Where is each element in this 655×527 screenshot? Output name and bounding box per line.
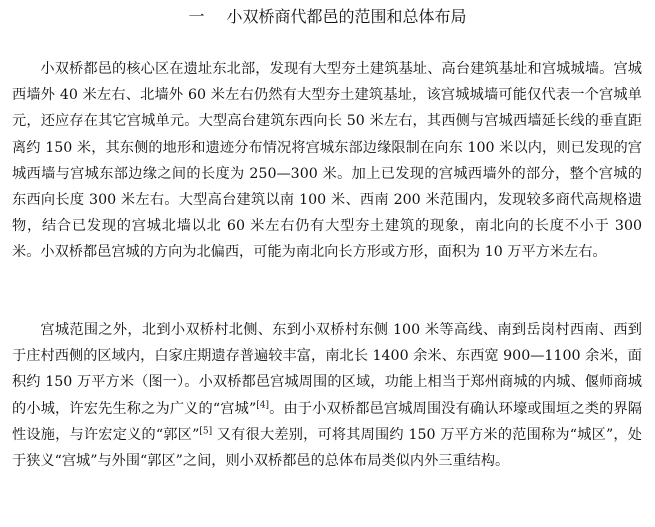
paragraph-core-area: 小双桥都邑的核心区在遗址东北部，发现有大型夯土建筑基址、高台建筑基址和宫城城墙。宫城西墙外 40 米左右、北墙外 60 米左右仍然有大型夯土建筑基址，该宫城城墙可能仅代表一个宫城单元，还应存在其它宫城单元。大型高台建筑东西向长 50 米左右，其西侧与宫城西墙延长线的垂直距离约 150 米，其东侧的地形和遗迹分布情况将宫城东部边缘限制在向东 100 米以内，则已发现的宫城西墙与宫城东部边缘之间的长度为 250—300 米。加上已发现的宫城西墙外的部分，整个宫城的东西向长度 300 米左右。大型高台建筑以南 100 米、西南 200 米范围内，发现较多商代高规格遗物，结合已发现的宫城北墙以北 60 米左右仍有大型夯土建筑的现象，南北向的长度不小于 300 米。小双桥都邑宫城的方向为北偏西，可能为南北向长方形或方形，面积为 10 万平方米左右。 <box>12 61 642 261</box>
footnote-ref[interactable]: [4] <box>256 399 269 410</box>
paragraph-text: 又有很大差别，可将其周围约 150 万平方米的范围称为“城区”，处于狭义“宫城”与外围“郭区”之间，则小双桥都邑的总体布局类似内外三重结构。 <box>12 426 642 470</box>
footnote-ref[interactable]: [5] <box>199 426 213 437</box>
section-number: 一 <box>188 7 205 26</box>
section-heading <box>0 6 655 28</box>
paragraph-city-area <box>12 317 642 474</box>
section-title: 小双桥商代都邑的范围和总体布局 <box>226 7 467 26</box>
paragraph-text: 宫城范围之外，北到小双桥村北侧、东到小双桥村东侧 100 米等高线、南到岳岗村西南、西到于庄村西侧的区域内，白家庄期遗存普遍较丰富，南北长 1400 余米、东西宽 900—1100 余米，面积约 150 万平方米（图一）。小双桥都邑宫城周围的区域，功能上相当于郑州商城的内城、偃师商城的小城，许宏先生称之为广义的“宫城” <box>12 322 642 417</box>
paragraph-text: 。由于小双桥都邑宫城周围没有确认环壕或围垣之类的界隔性设施，与许宏定义的“郭区” <box>12 400 642 443</box>
